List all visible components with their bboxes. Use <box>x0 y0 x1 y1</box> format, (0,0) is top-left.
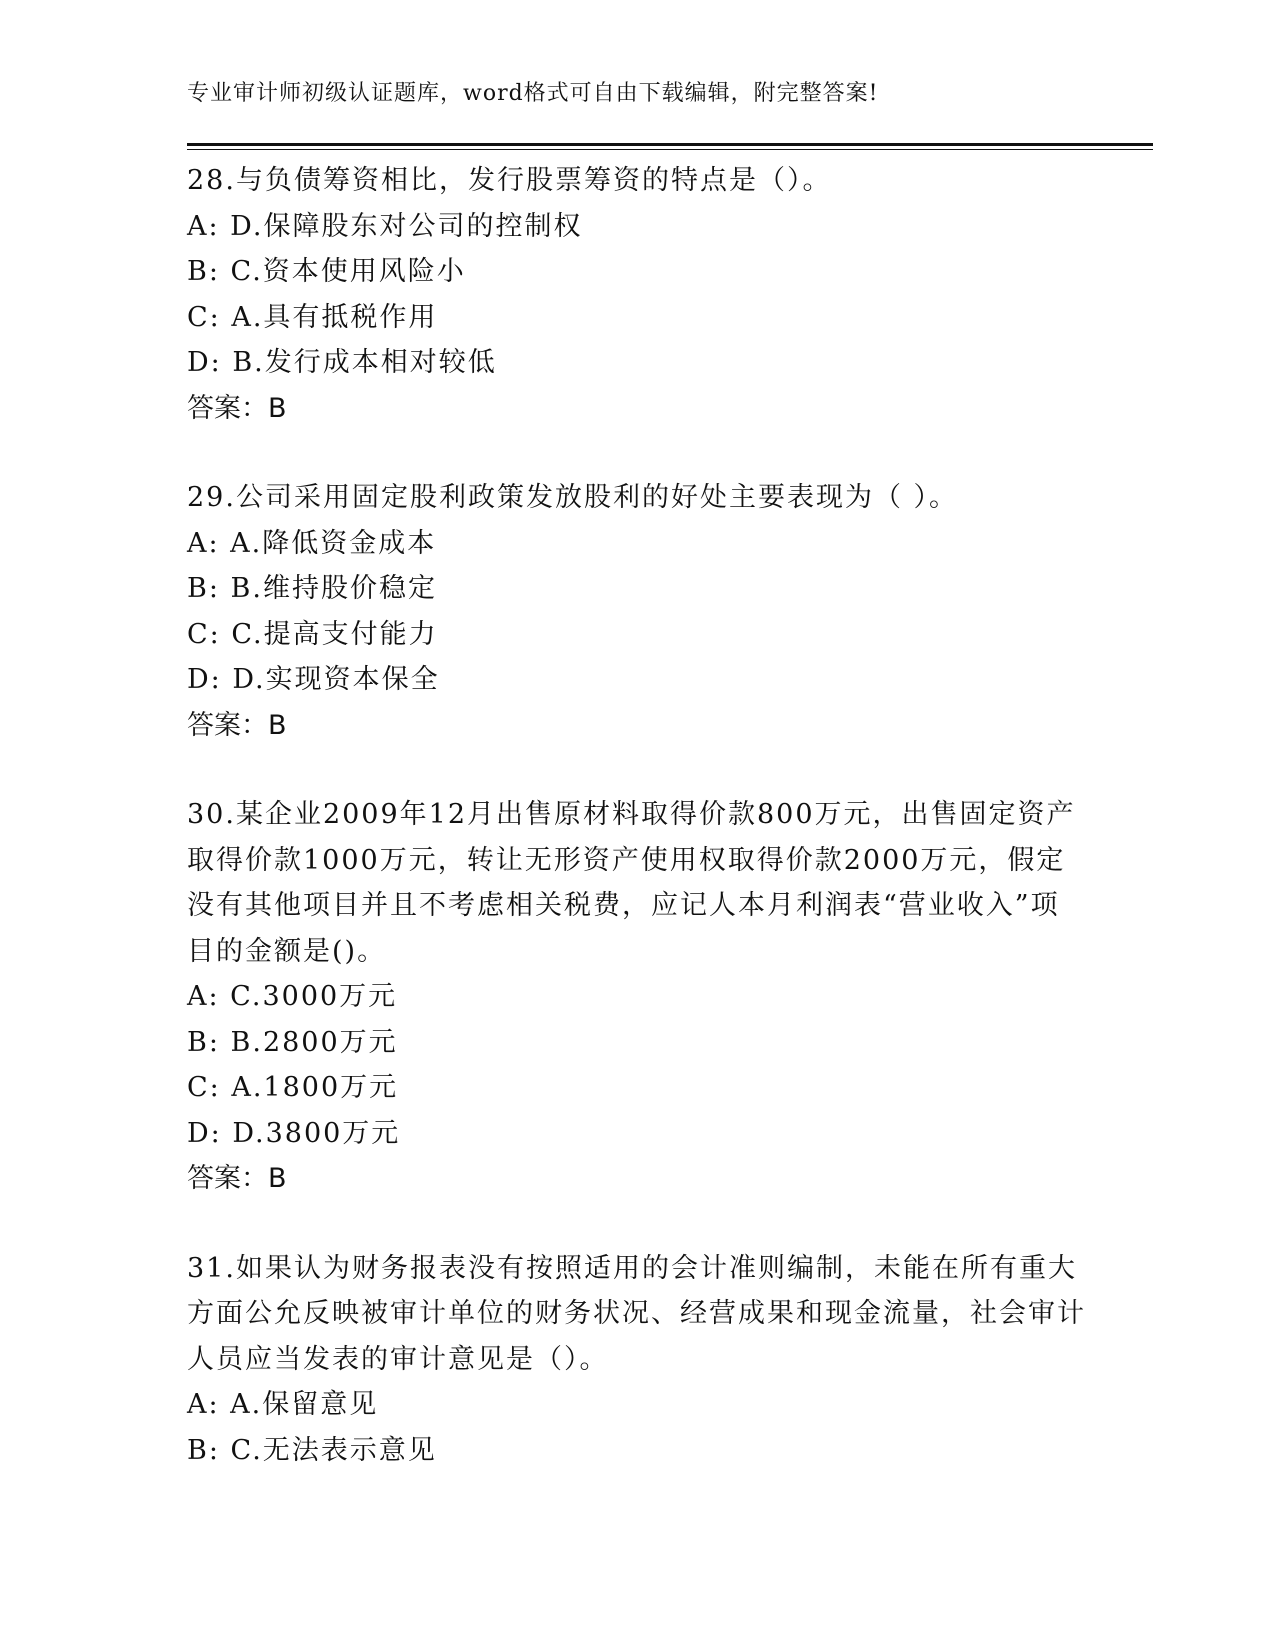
option-d: D: D.实现资本保全 <box>187 664 440 695</box>
question-29 <box>187 475 1087 748</box>
option-a: A: A.保留意见 <box>187 1389 379 1420</box>
option-c: C: C.提高支付能力 <box>187 618 438 650</box>
question-stem: 28.与负债筹资相比，发行股票筹资的特点是（）。 <box>187 165 832 196</box>
question-30 <box>187 792 1087 1202</box>
option-a: A: C.3000万元 <box>187 981 398 1012</box>
question-31 <box>187 1246 1087 1474</box>
option-c: C: A.具有抵税作用 <box>187 301 438 333</box>
option-a: A: A.降低资金成本 <box>187 527 437 559</box>
question-stem: 30.某企业2009年12月出售原材料取得价款800万元，出售固定资产取得价款1000万元，转让无形资产使用权取得价款2000万元，假定没有其他项目并且不考虑相关税费，应记人本月利润表“营业收入”项目的金额是()。 <box>187 799 1076 967</box>
option-b: B: B.2800万元 <box>187 1026 398 1058</box>
option-d: D: D.3800万元 <box>187 1117 401 1149</box>
option-b: B: B.维持股价稳定 <box>187 573 437 604</box>
option-d: D: B.发行成本相对较低 <box>187 347 497 378</box>
header-divider-thick <box>187 143 1153 146</box>
header-divider-thin <box>187 149 1153 150</box>
question-28 <box>187 158 1087 431</box>
option-c: C: A.1800万元 <box>187 1072 399 1103</box>
answer-line: 答案：B <box>187 1163 287 1194</box>
option-a: A: D.保障股东对公司的控制权 <box>187 210 583 242</box>
page-header: 专业审计师初级认证题库，word格式可自由下载编辑，附完整答案! <box>187 81 879 106</box>
answer-line: 答案：B <box>187 392 287 424</box>
question-stem: 29.公司采用固定股利政策发放股利的好处主要表现为（ ）。 <box>187 482 959 513</box>
option-b: B: C.无法表示意见 <box>187 1434 437 1466</box>
option-b: B: C.资本使用风险小 <box>187 256 466 287</box>
answer-line: 答案：B <box>187 709 287 741</box>
question-list <box>187 158 1087 1517</box>
question-stem: 31.如果认为财务报表没有按照适用的会计准则编制，未能在所有重大方面公允反映被审计单位的财务状况、经营成果和现金流量，社会审计人员应当发表的审计意见是（）。 <box>187 1252 1086 1375</box>
